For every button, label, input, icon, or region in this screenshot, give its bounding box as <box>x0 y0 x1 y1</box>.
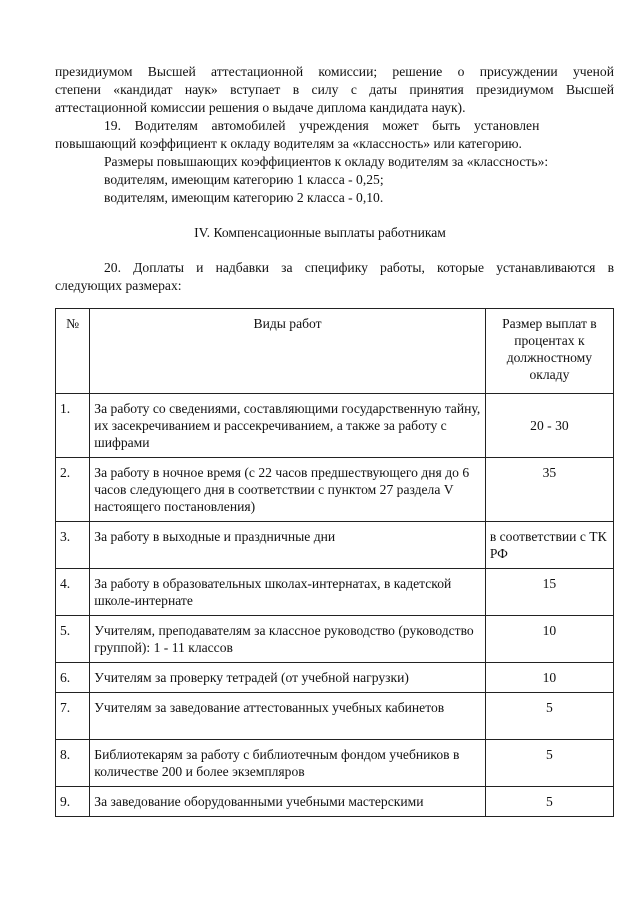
section-title: IV. Компенсационные выплаты работникам <box>194 225 446 240</box>
row-size: 10 <box>485 663 613 693</box>
row-size: 15 <box>485 569 613 616</box>
item-20-line-2: следующих размерах: <box>55 278 182 293</box>
item-19-line-1: 19. Водителям автомобилей учреждения может быть установлен <box>104 118 540 133</box>
intro-line-2: степени «кандидат наук» вступает в силу с даты принятия президиумом Высшей <box>55 82 614 97</box>
row-num: 6. <box>56 663 90 693</box>
row-work: Учителям за проверку тетрадей (от учебной нагрузки) <box>90 663 486 693</box>
row-work: Учителям, преподавателям за классное руководство (руководство группой): 1 - 11 классов <box>90 616 486 663</box>
table-row <box>56 394 614 458</box>
row-size: 5 <box>485 787 613 817</box>
table-row <box>56 522 614 569</box>
table-row <box>56 616 614 663</box>
table-header-row <box>56 309 614 394</box>
item-20-line-1: 20. Доплаты и надбавки за специфику работы, которые устанавливаются в <box>104 260 614 275</box>
header-work: Виды работ <box>90 309 486 394</box>
table-row <box>56 787 614 817</box>
header-num: № <box>56 309 90 394</box>
table-row <box>56 458 614 522</box>
row-size: в соответствии с ТК РФ <box>485 522 613 569</box>
row-num: 1. <box>56 394 90 458</box>
row-num: 8. <box>56 740 90 787</box>
item-19-line-4: водителям, имеющим категорию 1 класса - 0,25; <box>104 172 384 187</box>
table-row <box>56 569 614 616</box>
row-size: 20 - 30 <box>485 394 613 458</box>
row-num: 3. <box>56 522 90 569</box>
row-work: За заведование оборудованными учебными мастерскими <box>90 787 486 817</box>
item-19-line-2: повышающий коэффициент к окладу водителям за «классность» или категорию. <box>55 136 522 151</box>
item-19-line-3: Размеры повышающих коэффициентов к окладу водителям за «классность»: <box>104 154 549 169</box>
row-work: За работу в ночное время (с 22 часов предшествующего дня до 6 часов следующего дня в соответствии с пунктом 27 раздела V настоящего постановления) <box>90 458 486 522</box>
row-work: Учителям за заведование аттестованных учебных кабинетов <box>90 693 486 740</box>
row-num: 7. <box>56 693 90 740</box>
intro-line-1: президиумом Высшей аттестационной комиссии; решение о присуждении ученой <box>55 64 614 79</box>
row-size: 35 <box>485 458 613 522</box>
row-work: За работу в образовательных школах-интернатах, в кадетской школе-интернате <box>90 569 486 616</box>
intro-line-3: аттестационной комиссии решения о выдаче диплома кандидата наук). <box>55 100 466 115</box>
payments-table <box>55 308 614 817</box>
row-work: Библиотекарям за работу с библиотечным фондом учебников в количестве 200 и более экземпляров <box>90 740 486 787</box>
table-row <box>56 740 614 787</box>
row-work: За работу в выходные и праздничные дни <box>90 522 486 569</box>
row-num: 4. <box>56 569 90 616</box>
header-size: Размер выплат в процентах к должностному окладу <box>485 309 613 394</box>
row-num: 2. <box>56 458 90 522</box>
item-19-line-5: водителям, имеющим категорию 2 класса - 0,10. <box>104 190 384 205</box>
table-row <box>56 663 614 693</box>
row-size: 5 <box>485 740 613 787</box>
row-size: 10 <box>485 616 613 663</box>
row-work: За работу со сведениями, составляющими государственную тайну, их засекречиванием и рассекречиванием, а также за работу с шифрами <box>90 394 486 458</box>
row-num: 9. <box>56 787 90 817</box>
table-row <box>56 693 614 740</box>
row-num: 5. <box>56 616 90 663</box>
row-size: 5 <box>485 693 613 740</box>
